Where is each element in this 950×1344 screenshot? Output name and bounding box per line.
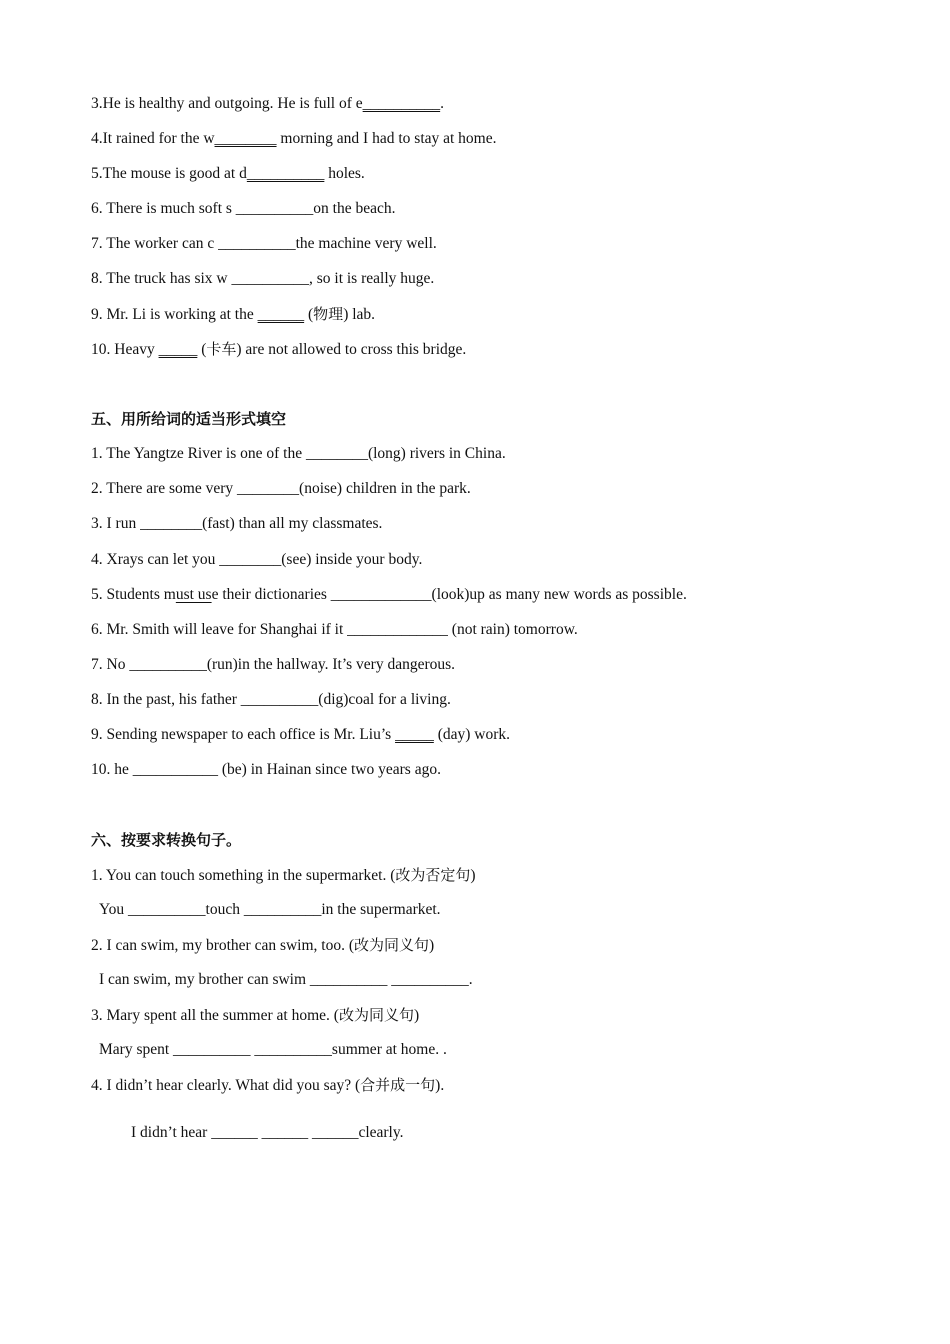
question-s6-1: 1. You can touch something in the supermarket. (改为否定句) [91,866,476,884]
question-s4-5: 5.The mouse is good at d__________ holes. [91,165,365,182]
question-s6-3: 3. Mary spent all the summer at home. (改为同义句) [91,1006,420,1024]
section-5-heading: 五、用所给词的适当形式填空 [91,410,287,428]
question-s6-2: 2. I can swim, my brother can swim, too. (改为同义句) [91,936,435,954]
question-s5-6: 6. Mr. Smith will leave for Shanghai if it _____________ (not rain) tomorrow. [91,621,578,638]
question-s5-2: 2. There are some very ________(noise) children in the park. [91,480,471,497]
question-s5-9: 9. Sending newspaper to each office is Mr. Liu’s _____ (day) work. [91,726,510,743]
question-s5-3: 3. I run ________(fast) than all my classmates. [91,515,383,532]
question-s4-9: 9. Mr. Li is working at the ______ (物理) lab. [91,305,376,323]
answer-line-s6-4: I didn’t hear ______ ______ ______clearly. [131,1124,404,1141]
question-s5-7: 7. No __________(run)in the hallway. It’s very dangerous. [91,656,456,673]
answer-line-s6-3: Mary spent __________ __________summer at home. . [99,1041,447,1058]
question-s4-7: 7. The worker can c __________the machine very well. [91,235,437,252]
question-s4-6: 6. There is much soft s __________on the beach. [91,200,396,217]
question-s5-5: 5. Students must use their dictionaries _____________(look)up as many new words as possible. [91,586,687,603]
question-s5-4: 4. Xrays can let you ________(see) inside your body. [91,551,423,568]
question-s5-10: 10. he ___________ (be) in Hainan since two years ago. [91,761,441,778]
answer-line-s6-1: You __________touch __________in the supermarket. [99,901,441,918]
section-6-heading: 六、按要求转换句子。 [91,831,242,849]
question-s6-4: 4. I didn’t hear clearly. What did you say? (合并成一句). [91,1076,445,1094]
question-s4-10: 10. Heavy _____ (卡车) are not allowed to cross this bridge. [91,340,467,358]
answer-line-s6-2: I can swim, my brother can swim __________ __________. [99,971,473,988]
question-s4-4: 4.It rained for the w________ morning and I had to stay at home. [91,130,497,147]
question-s5-1: 1. The Yangtze River is one of the ________(long) rivers in China. [91,445,506,462]
question-s4-8: 8. The truck has six w __________, so it is really huge. [91,270,435,287]
question-s4-3: 3.He is healthy and outgoing. He is full of e__________. [91,95,445,112]
question-s5-8: 8. In the past, his father __________(dig)coal for a living. [91,691,451,708]
